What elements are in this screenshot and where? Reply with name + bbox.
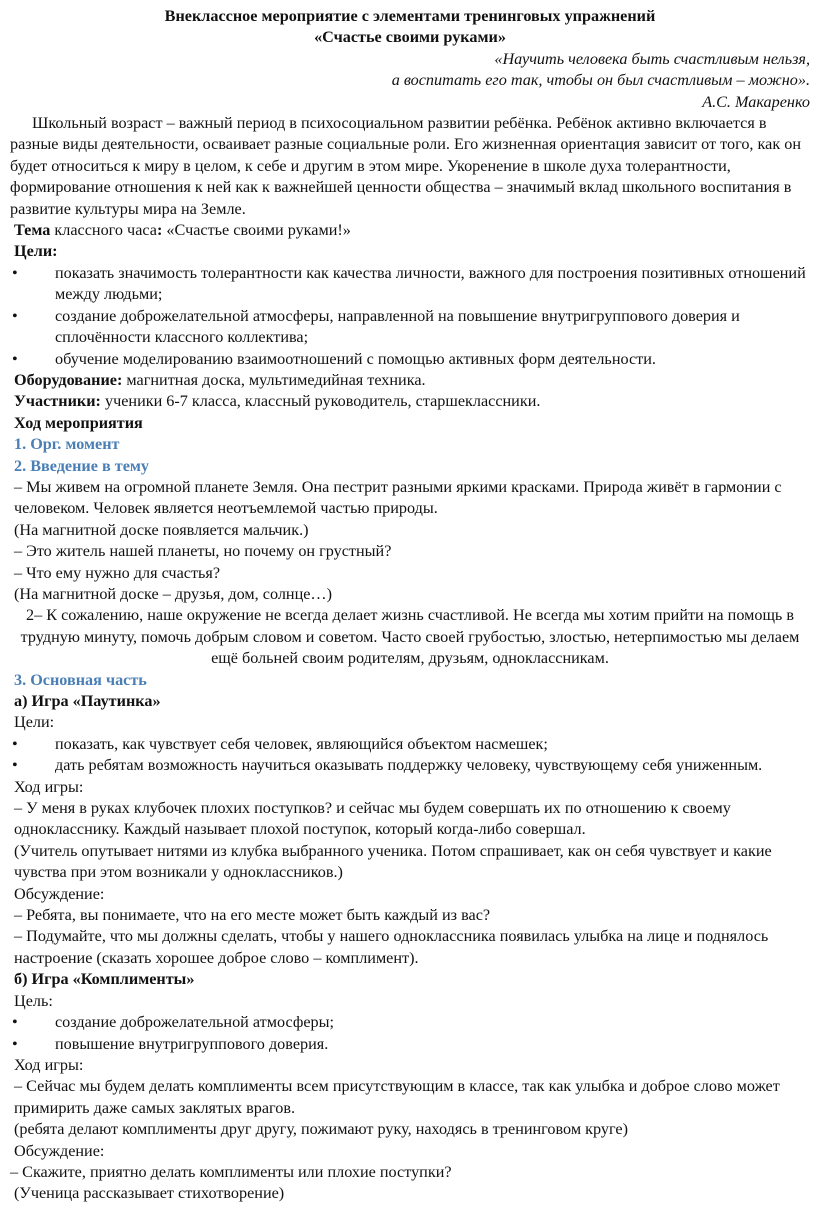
bullet-icon: •	[12, 734, 18, 753]
bullet-icon: •	[12, 349, 18, 368]
game-b-title: б) Игра «Комплименты»	[14, 970, 195, 989]
game-a-discussion-label: Обсуждение:	[14, 884, 105, 903]
intro-line: – Мы живем на огромной планете Земля. Она пестрит разными яркими красками. Природа живёт в гармонии с человеком. Человек является неотъемлемой частью природы.	[14, 477, 782, 518]
document-title-line2: «Счастье своими руками»	[314, 28, 506, 47]
step3-heading: 3. Основная часть	[14, 670, 147, 689]
bullet-icon: •	[12, 1013, 18, 1032]
game-a-discussion-line: – Подумайте, что мы должны сделать, чтобы у нашего одноклассника появилась улыбка на лице и поднялось настроение (сказать хорошее доброе слово – комплимент).	[14, 927, 769, 967]
bullet-icon: •	[12, 263, 18, 282]
goal-text: создание доброжелательной атмосферы;	[55, 1013, 334, 1032]
equipment-line	[10, 370, 810, 391]
step1-heading: 1. Орг. момент	[14, 435, 120, 454]
game-a-discussion-line: – Ребята, вы понимаете, что на его месте может быть каждый из вас?	[14, 906, 491, 925]
epigraph-author: А.С. Макаренко	[702, 92, 810, 111]
epigraph-line1: «Научить человека быть счастливым нельзя,	[494, 49, 810, 68]
topic-colon: :	[156, 221, 163, 240]
game-a-goal-item	[10, 755, 810, 776]
game-a-process-line: (Учитель опутывает нитями из клубка выбранного ученика. Потом спрашивает, как он себя чувствует и какие чувства при этом возникали у одноклассников.)	[14, 841, 772, 882]
goal-text: показать, как чувствует себя человек, являющийся объектом насмешек;	[55, 734, 548, 753]
participants-line	[10, 391, 810, 412]
game-b-process-label: Ход игры:	[14, 1055, 84, 1074]
bullet-icon: •	[12, 1034, 18, 1053]
topic-line	[10, 220, 810, 241]
bullet-icon: •	[12, 306, 18, 325]
goal-text: повышение внутригруппового доверия.	[55, 1034, 329, 1053]
game-b-goal-label: Цель:	[14, 991, 53, 1010]
equipment-label: Оборудование:	[14, 370, 123, 389]
course-heading: Ход мероприятия	[14, 413, 143, 432]
step2-heading: 2. Введение в тему	[14, 456, 150, 475]
game-b-discussion-line: – Скажите, приятно делать комплименты или плохие поступки?	[10, 1162, 452, 1181]
participants-label: Участники:	[14, 392, 101, 411]
goal-text: показать значимость толерантности как качества личности, важного для построения позитивных отношений между людьми;	[55, 263, 806, 304]
intro-line: – Это житель нашей планеты, но почему он грустный?	[14, 542, 392, 561]
game-b-goal-item	[10, 1034, 810, 1055]
goal-text: дать ребятам возможность научиться оказывать поддержку человеку, чувствующему себя униженным.	[55, 756, 763, 775]
goal-text: обучение моделированию взаимоотношений с помощью активных форм деятельности.	[55, 349, 656, 368]
intro-line: – Что ему нужно для счастья?	[14, 563, 221, 582]
intro-line: (На магнитной доске – друзья, дом, солнце…)	[14, 584, 333, 603]
game-a-goal-item	[10, 734, 810, 755]
topic-text: классного часа	[50, 221, 157, 240]
game-a-title: а) Игра «Паутинка»	[14, 692, 161, 710]
intro-paragraph: Школьный возраст – важный период в психосоциальном развитии ребёнка. Ребёнок активно включается в разные виды деятельности, осваивает разные социальные роли. Его жизненная ориентация зависит от того, как он будет относиться к миру в целом, к себе и другим в этом мире. Укоренение в школе духа толерантности, формирование отношения к ней как к важнейшей ценности общества – значимый вклад школьного воспитания в развитие культуры мира на Земле.	[10, 114, 801, 218]
game-b-discussion-label: Обсуждение:	[14, 1141, 105, 1160]
topic-label: Тема	[14, 221, 51, 240]
goal-item	[10, 306, 810, 349]
game-b-process-line: (ребята делают комплименты друг другу, пожимают руку, находясь в тренинговом круге)	[14, 1120, 628, 1139]
epigraph-line2: а воспитать его так, чтобы он был счастливым – можно».	[391, 71, 810, 90]
goal-item	[10, 349, 810, 370]
goals-label: Цели:	[14, 242, 58, 261]
topic-value: «Счастье своими руками!»	[162, 221, 351, 240]
game-b-goal-item	[10, 1012, 810, 1033]
equipment-value: магнитная доска, мультимедийная техника.	[122, 370, 426, 389]
document-title-line1: Внеклассное мероприятие с элементами тренинговых упражнений	[164, 7, 656, 25]
goal-text: создание доброжелательной атмосферы, направленной на повышение внутригруппового доверия и сплочённости классного коллектива;	[55, 306, 740, 347]
game-a-process-label: Ход игры:	[14, 777, 84, 796]
centered-paragraph: 2– К сожалению, наше окружение не всегда делает жизнь счастливой. Не всегда мы хотим прийти на помощь в трудную минуту, помочь добрым словом и советом. Часто своей грубостью, злостью, нетерпимостью мы делаем ещё больней своим родителям, друзьям, одноклассникам.	[20, 606, 800, 668]
goal-item	[10, 263, 810, 306]
participants-value: ученики 6-7 класса, классный руководитель, старшеклассники.	[100, 392, 541, 411]
game-a-process-line: – У меня в руках клубочек плохих поступков? и сейчас мы будем совершать их по отношению к своему однокласснику. Каждый называет плохой поступок, который когда-либо совершал.	[14, 799, 731, 839]
game-b-process-line: – Сейчас мы будем делать комплименты всем присутствующим в классе, так как улыбка и доброе слово может примирить даже самых заклятых врагов.	[14, 1077, 780, 1117]
game-a-goals-label: Цели:	[14, 713, 55, 732]
game-b-discussion-line: (Ученица рассказывает стихотворение)	[14, 1184, 285, 1203]
bullet-icon: •	[12, 756, 18, 775]
intro-line: (На магнитной доске появляется мальчик.)	[14, 520, 309, 539]
